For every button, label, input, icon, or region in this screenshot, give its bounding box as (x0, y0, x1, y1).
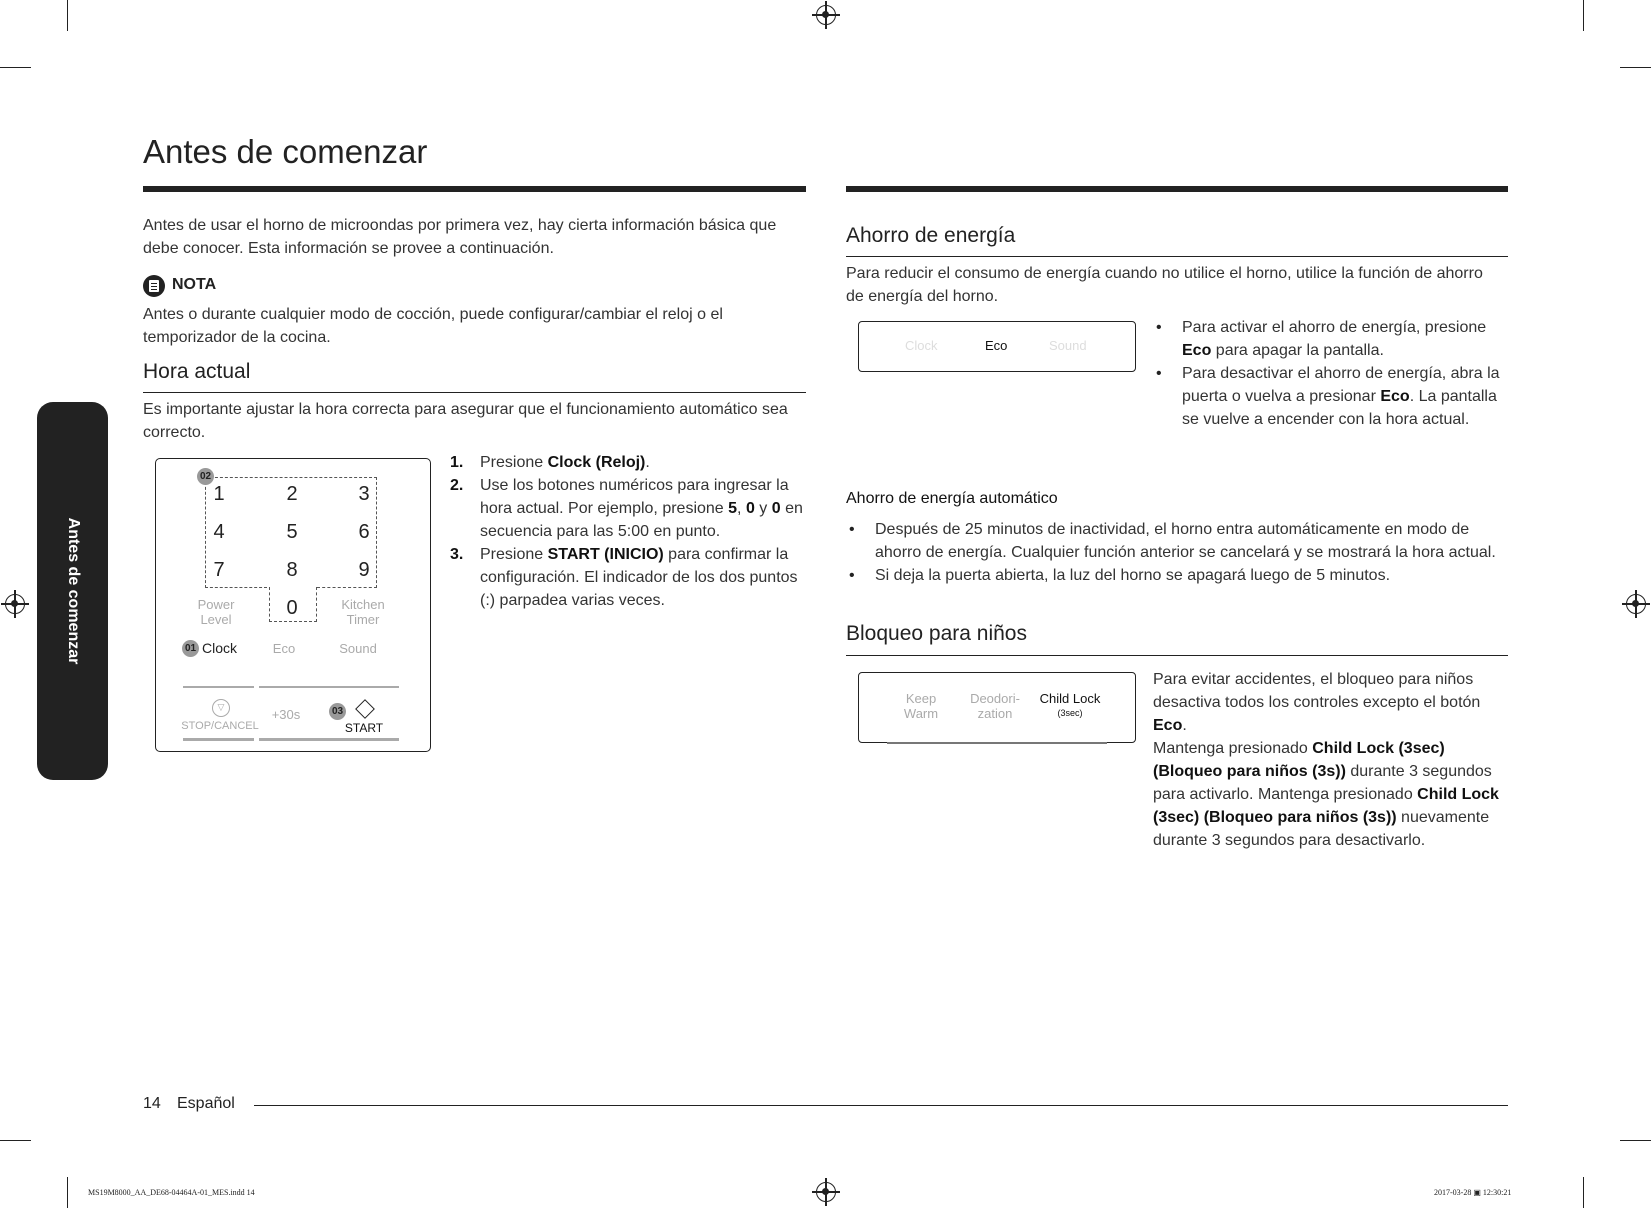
bullet-text: Para activar el ahorro de energía, presione (1182, 319, 1487, 336)
bottom-row-top-line (259, 686, 399, 688)
registration-mark-icon (816, 1182, 836, 1202)
power-level-line1: Power (197, 597, 235, 612)
footer-rule (254, 1105, 1508, 1106)
bloqueo-text-2 (1153, 737, 1508, 852)
bloqueo-text: Mantenga presionado (1153, 740, 1313, 757)
power-level-line2: Level (200, 612, 232, 627)
panel-eco-button[interactable]: Eco (985, 338, 1008, 353)
ahorro-auto-bullets (846, 518, 1506, 587)
step-bold: Clock (Reloj) (547, 454, 646, 471)
keep-warm-button[interactable] (901, 691, 941, 721)
page-number: 14 (143, 1095, 161, 1112)
bloqueo-text: nuevamente durante 3 segundos para desactivarlo. (1153, 809, 1490, 849)
note-text: Antes o durante cualquier modo de cocción, puede configurar/cambiar el reloj o el temporizador de la cocina. (143, 306, 723, 346)
note-icon (143, 275, 165, 297)
ahorro-text: Para reducir el consumo de energía cuando no utilice el horno, utilice la función de ahorro de energía del horno. (846, 265, 1483, 305)
bottom-row-bottom-line (259, 738, 399, 741)
step-text: para confirmar la configuración. El indicador de los dos puntos (:) parpadea varias veces. (480, 546, 798, 609)
side-tab-label: Antes de comenzar (64, 517, 82, 665)
side-tab (37, 402, 108, 780)
crop-mark (67, 0, 68, 31)
step-text: , (737, 500, 746, 517)
child-lock-label: Child Lock (1039, 691, 1101, 706)
step-text: Use los botones numéricos para ingresar la hora actual. Por ejemplo, presione (480, 477, 789, 517)
section-rule (846, 256, 1508, 257)
stop-icon: ▽ (212, 699, 230, 717)
bloqueo-text: durante 3 segundos para activarlo. Mantenga presionado (1153, 763, 1492, 803)
kitchen-timer-line2: Timer (346, 612, 380, 627)
crop-mark (1583, 0, 1584, 31)
step-number: 2. (450, 477, 464, 494)
ahorro-bullets (1153, 316, 1508, 431)
slug-file: MS19M8000_AA_DE68-04464A-01_MES.indd 14 (88, 1188, 255, 1197)
panel-bottom-line (887, 742, 1107, 744)
panel-clock-button[interactable]: Clock (905, 338, 938, 353)
bloqueo-bold: Child Lock (3sec) (Bloqueo para niños (3s)) (1153, 740, 1445, 780)
bullet-text: para apagar la pantalla. (1211, 342, 1384, 359)
note-label: NOTA (172, 276, 217, 293)
key-3[interactable]: 3 (358, 483, 370, 505)
bullet-bold: Eco (1380, 388, 1410, 405)
keep-warm-line2: Warm (903, 706, 939, 721)
step-1 (450, 451, 810, 474)
marker-01: 01 (182, 640, 199, 657)
bloqueo-text: . (1182, 717, 1187, 734)
registration-mark-icon (1626, 594, 1646, 614)
step-text: Presione (480, 546, 548, 563)
title-rule-right (846, 186, 1508, 192)
deodorization-line1: Deodori- (970, 691, 1020, 706)
kitchen-timer-button[interactable] (328, 597, 398, 627)
slug-date: 2017-03-28 ▣ 12:30:21 (1434, 1188, 1512, 1197)
section-rule (846, 655, 1508, 656)
step-text: . (645, 454, 650, 471)
step-number: 3. (450, 546, 464, 563)
bloqueo-bold: Eco (1153, 717, 1183, 734)
crop-mark (0, 67, 31, 68)
step-bold: 0 (771, 500, 781, 517)
key-7[interactable]: 7 (213, 559, 225, 581)
ahorro-bullet-1 (1153, 316, 1508, 362)
auto-bullet-1: • Después de 25 minutos de inactividad, el horno entra automáticamente en modo de ahorro de energía. Cualquier función anterior se cancelará y se mostrará la hora actual. (846, 518, 1506, 564)
bullet-bold: Eco (1182, 342, 1212, 359)
start-button[interactable]: START (344, 721, 384, 735)
registration-mark-icon (816, 5, 836, 25)
bloqueo-bold: Child Lock (3sec) (Bloqueo para niños (3s)) (1153, 786, 1499, 826)
hora-actual-text: Es importante ajustar la hora correcta para asegurar que el funcionamiento automático sea correcto. (143, 401, 788, 441)
bloqueo-text: Para evitar accidentes, el bloqueo para niños desactiva todos los controles excepto el botón (1153, 671, 1481, 711)
kitchen-timer-line1: Kitchen (341, 597, 385, 612)
keypad-panel (155, 458, 431, 752)
section-heading-ahorro: Ahorro de energía (846, 224, 1016, 247)
page-title: Antes de comenzar (143, 133, 428, 170)
steps-list (450, 451, 810, 612)
dashed-connector (205, 587, 267, 588)
stop-cancel-button[interactable]: STOP/CANCEL (181, 720, 259, 732)
keep-warm-line1: Keep (905, 691, 937, 706)
start-icon (355, 699, 375, 719)
bloqueo-text-1 (1153, 668, 1508, 737)
key-4[interactable]: 4 (213, 521, 225, 543)
step-bold: 0 (745, 500, 755, 517)
step-text: y (754, 500, 772, 517)
clock-button[interactable]: Clock (202, 640, 238, 656)
key-5[interactable]: 5 (286, 521, 298, 543)
footer-language: Español (177, 1095, 235, 1112)
bullet-text: . La pantalla se vuelve a encender con la hora actual. (1182, 388, 1497, 428)
plus30-button[interactable]: +30s (271, 707, 301, 722)
key-8[interactable]: 8 (286, 559, 298, 581)
step-2 (450, 474, 810, 543)
title-rule-left (143, 186, 806, 192)
child-lock-button[interactable] (1035, 691, 1105, 721)
key-9[interactable]: 9 (358, 559, 370, 581)
power-level-button[interactable] (186, 597, 246, 627)
section-heading-bloqueo: Bloqueo para niños (846, 622, 1027, 645)
bottom-row-top-line (183, 686, 254, 688)
crop-mark (1620, 67, 1651, 68)
key-2[interactable]: 2 (286, 483, 298, 505)
sound-button[interactable]: Sound (339, 641, 377, 656)
crop-mark (1583, 1177, 1584, 1208)
bottom-row-bottom-line (183, 738, 254, 741)
step-text: Presione (480, 454, 548, 471)
key-0[interactable]: 0 (286, 597, 298, 619)
eco-panel (858, 321, 1136, 372)
step-text: en secuencia para las 5:00 en punto. (480, 500, 803, 540)
key-6[interactable]: 6 (358, 521, 370, 543)
step-3 (450, 543, 810, 612)
marker-03: 03 (329, 703, 346, 720)
dashed-connector (317, 587, 377, 588)
bullet-text: Para desactivar el ahorro de energía, abra la puerta o vuelva a presionar (1182, 365, 1500, 405)
marker-02: 02 (197, 468, 214, 485)
section-heading-hora-actual: Hora actual (143, 360, 251, 383)
section-rule (143, 392, 806, 393)
child-lock-panel (858, 672, 1136, 743)
deodorization-line2: zation (977, 706, 1013, 721)
auto-bullet-2: • Si deja la puerta abierta, la luz del horno se apagará luego de 5 minutos. (846, 564, 1506, 587)
step-number: 1. (450, 454, 464, 471)
crop-mark (0, 1140, 31, 1141)
crop-mark (67, 1177, 68, 1208)
step-bold: START (INICIO) (547, 546, 664, 563)
intro-text: Antes de usar el horno de microondas por primera vez, hay cierta información básica que debe conocer. Esta información se provee a continuación. (143, 217, 777, 257)
ahorro-bullet-2 (1153, 362, 1508, 431)
registration-mark-icon (5, 594, 25, 614)
panel-sound-button[interactable]: Sound (1049, 338, 1087, 353)
deodorization-button[interactable] (965, 691, 1025, 721)
crop-mark (1620, 1140, 1651, 1141)
key-1[interactable]: 1 (213, 483, 225, 505)
step-bold: 5 (728, 500, 738, 517)
eco-button[interactable]: Eco (272, 641, 296, 656)
child-lock-sub: (3sec) (1057, 708, 1083, 718)
ahorro-auto-heading: Ahorro de energía automático (846, 490, 1058, 507)
